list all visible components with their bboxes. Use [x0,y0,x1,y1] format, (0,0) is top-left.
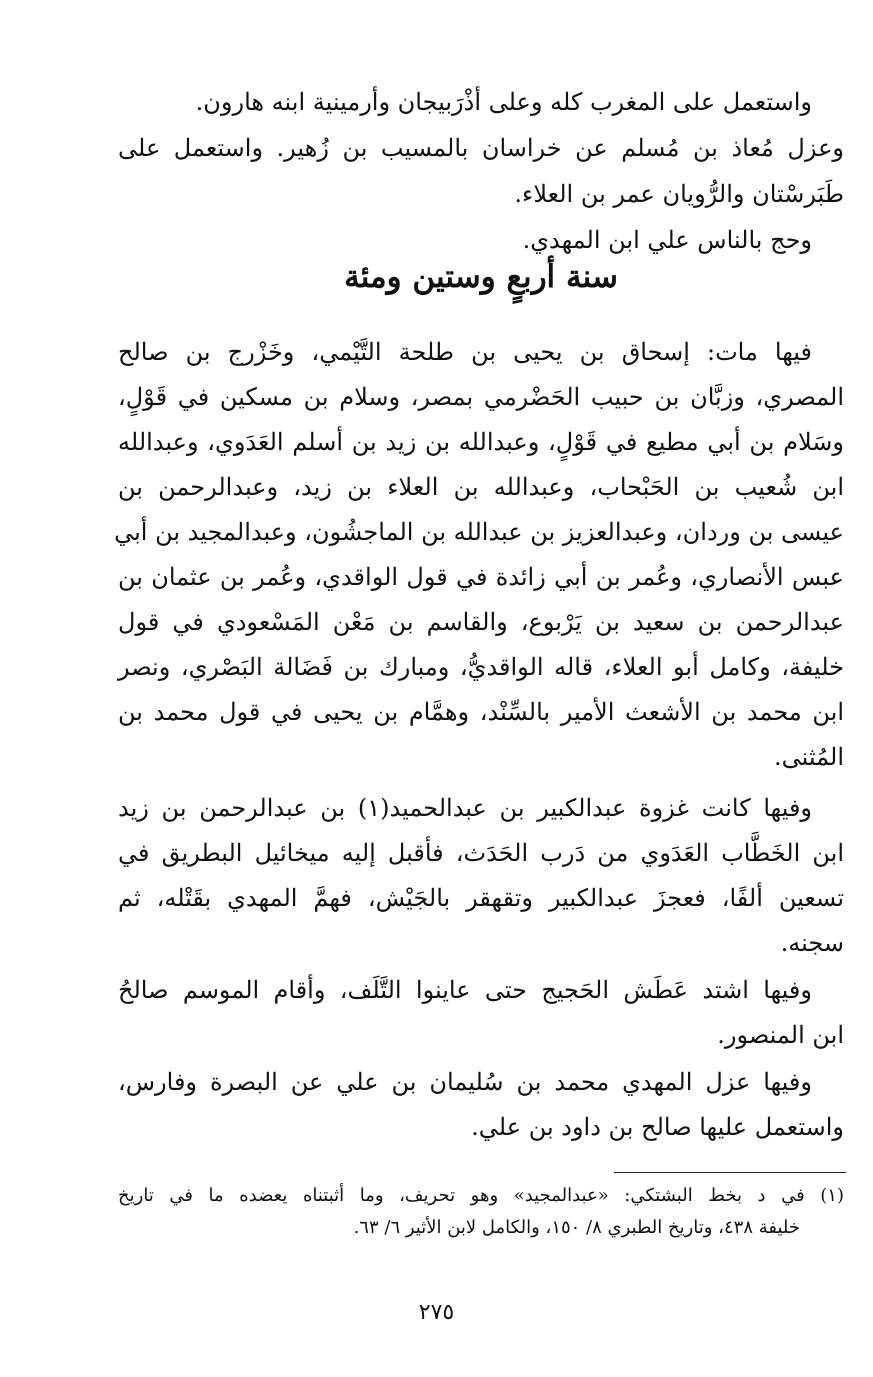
text-line: عبس الأنصاري، وعُمر بن أبي زائدة في قول الواقدي، وعُمر بن عثمان بن [118,563,844,591]
text-line: عيسى بن وردان، وعبدالعزيز بن عبدالله بن الماجشُون، وعبدالمجيد بن أبي [114,518,844,546]
footnote-line: خليفة ٤٣٨، وتاريخ الطبري ٨/ ١٥٠، والكامل لابن الأثير ٦/ ٦٣. [353,1217,800,1238]
text-line: سجنه. [780,929,844,957]
text-line: ابن الخَطَّاب العَدَوي من دَرب الحَدَث، فأقبل إليه ميخائيل البطريق في [118,839,844,867]
text-line: واستعمل على المغرب كله وعلى أذْرَبيجان وأرمينية ابنه هارون. [195,88,812,116]
text-line: وسَلام بن أبي مطيع في قَوْلٍ، وعبدالله بن زيد بن أسلم العَدَوي، وعبدالله [118,428,844,456]
text-line: المُثنى. [774,743,844,771]
text-line: وفيها اشتد عَطَش الحَجيج حتى عاينوا التَّلَف، وأقام الموسم صالحُ [118,976,812,1004]
text-line: ابن محمد بن الأشعث الأمير بالسِّنْد، وهمَّام بن يحيى في قول محمد بن [118,698,844,726]
text-line: طَبَرسْتان والرُّويان عمر بن العلاء. [514,180,844,208]
page-body [114,80,844,1340]
footnote-line: (١) في د بخط البشتكي: «عبدالمجيد» وهو تحريف، وما أثبتناه يعضده ما في تاريخ [118,1185,844,1206]
text-line: وفيها كانت غزوة عبدالكبير بن عبدالحميد(١) بن عبدالرحمن بن زيد [118,794,813,822]
text-line: تسعين ألفًا، فعجزَ عبدالكبير وتقهقر بالجَيْش، فهمَّ المهدي بقَتْله، ثم [118,884,844,912]
page-number: ٢٧٥ [418,1300,455,1325]
text-line: فيها مات: إسحاق بن يحيى بن طلحة التَّيْمي، وخَزْرج بن صالح [118,338,812,366]
text-line: وفيها عزل المهدي محمد بن سُليمان بن علي عن البصرة وفارس، [118,1068,812,1096]
section-heading: سنة أربعٍ وستين ومئة [344,259,618,295]
text-line: ابن المنصور. [717,1021,844,1049]
text-line: وحج بالناس علي ابن المهدي. [522,226,812,254]
footnote-divider [614,1172,846,1173]
text-line: واستعمل عليها صالح بن داود بن علي. [471,1113,844,1141]
text-line: عبدالرحمن بن سعيد بن يَرْبوع، والقاسم بن مَعْن المَسْعودي في قول [118,608,844,636]
text-line: خليفة، وكامل أبو العلاء، قاله الواقديُّ، ومبارك بن فَضَالة البَصْري، ونصر [118,653,844,681]
text-line: ابن شُعيب بن الحَبْحاب، وعبدالله بن العلاء بن زيد، وعبدالرحمن بن [118,473,844,501]
text-line: وعزل مُعاذ بن مُسلم عن خراسان بالمسيب بن زُهير. واستعمل على [118,134,844,162]
text-line: المصري، وزبَّان بن حبيب الحَضْرمي بمصر، وسلام بن مسكين في قَوْلٍ، [118,383,844,411]
